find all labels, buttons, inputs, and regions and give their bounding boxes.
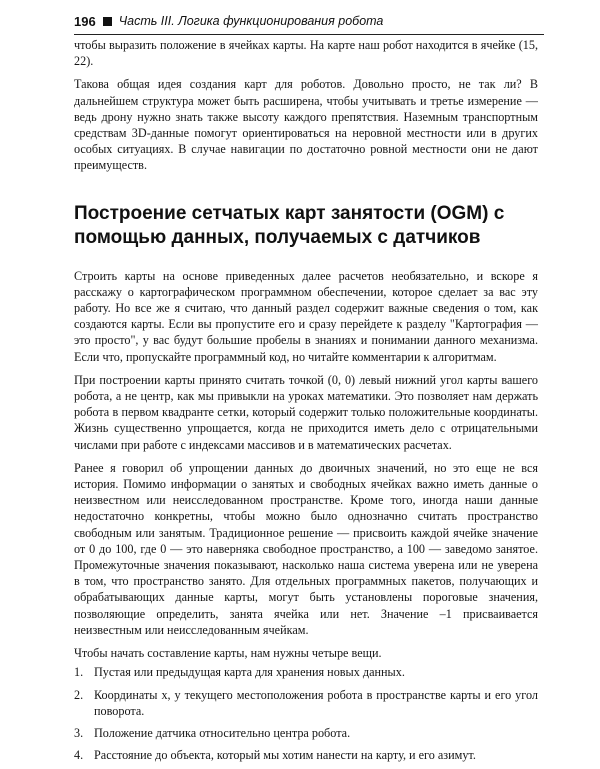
list-intro-paragraph: Чтобы начать составление карты, нам нужны четыре вещи. xyxy=(74,646,382,661)
body-paragraph-1: Строить карты на основе приведенных далее расчетов необязательно, и вскоре я расскажу о картографическом программном обеспечении, которое сделает за вас эту работу. Но все же я считаю, что данный раздел содержит важные сведения о том, как создаются карты. Если вы пропустите его и сразу перейдете к разделу "Картография — это просто", у вас будут большие пробелы в знаниях и понимании данного механизма. Если что, пропускайте программный код, но читайте комментарии к алгоритмам. xyxy=(74,268,538,364)
list-item-text: Пустая или предыдущая карта для хранения новых данных. xyxy=(94,665,405,680)
list-item xyxy=(74,687,538,719)
square-bullet-icon xyxy=(103,17,112,26)
list-item xyxy=(74,664,538,680)
list-item-number: 4. xyxy=(74,748,84,763)
running-head xyxy=(74,11,544,31)
page-number: 196 xyxy=(74,13,96,29)
intro-paragraph-2: Такова общая идея создания карт для роботов. Довольно просто, не так ли? В дальнейшем структура может быть расширена, чтобы учитывать и третье измерение — ведь дрону нужно знать также высоту каждого препятствия. Наземным транспортным средствам 3D-данные помогут ориентироваться на неровной местности или в других особых ситуациях. В случае навигации по достаточно ровной местности они не дают преимуществ. xyxy=(74,77,538,173)
body-paragraph-2: При построении карты принято считать точкой (0, 0) левый нижний угол карты вашего робота, а не центр, как мы привыкли на уроках математики. Это позволяет нам держать робота в первом квадранте сетки, который содержит только положительные координаты. Жизнь существенно упрощается, когда не приходится иметь дело с отрицательными числами при работе с индексами массивов и в математических расчетах. xyxy=(74,372,538,452)
list-item-number: 2. xyxy=(74,687,84,702)
page-body xyxy=(74,37,538,769)
list-item-text: Координаты x, y текущего местоположения робота в пространстве карты и его угол поворота. xyxy=(94,687,538,718)
header-divider xyxy=(74,34,544,35)
chapter-title: Часть III. Логика функционирования робота xyxy=(118,14,384,28)
list-item-number: 3. xyxy=(74,725,84,740)
section-heading: Построение сетчатых карт занятости (OGM) с помощью данных, получаемых с датчиков xyxy=(74,202,505,248)
list-item-number: 1. xyxy=(74,665,84,680)
requirements-list xyxy=(74,664,538,763)
body-paragraph-3: Ранее я говорил об упрощении данных до двоичных значений, но это еще не вся история. Помимо информации о занятых и свободных ячейках важно иметь данные о неизвестном или неисследованном пространстве. Кроме того, иногда наши данные недостаточно конкретны, чтобы можно было однозначно считать пространство свободным или занятым. Традиционное решение — присвоить каждой ячейке значение от 0 до 100, где 0 — это наверняка свободное пространство, а 100 — заведомо занятое. Промежуточные значения показывают, насколько наша система уверена или не уверена в том, что пространство занято. Для отдельных программных пакетов, получающих и обрабатывающих данные карты, могут быть установлены пороговые значения, позволяющие определить, занята ячейка или нет. Значение –1 присваивается неизвестным или неисследованным ячейкам. xyxy=(74,460,538,637)
list-item-text: Расстояние до объекта, который мы хотим нанести на карту, и его азимут. xyxy=(94,748,476,763)
list-item-text: Положение датчика относительно центра робота. xyxy=(94,725,351,740)
list-item xyxy=(74,725,538,741)
intro-paragraph-1: чтобы выразить положение в ячейках карты. На карте наш робот находится в ячейке (15, 22). xyxy=(74,38,538,69)
